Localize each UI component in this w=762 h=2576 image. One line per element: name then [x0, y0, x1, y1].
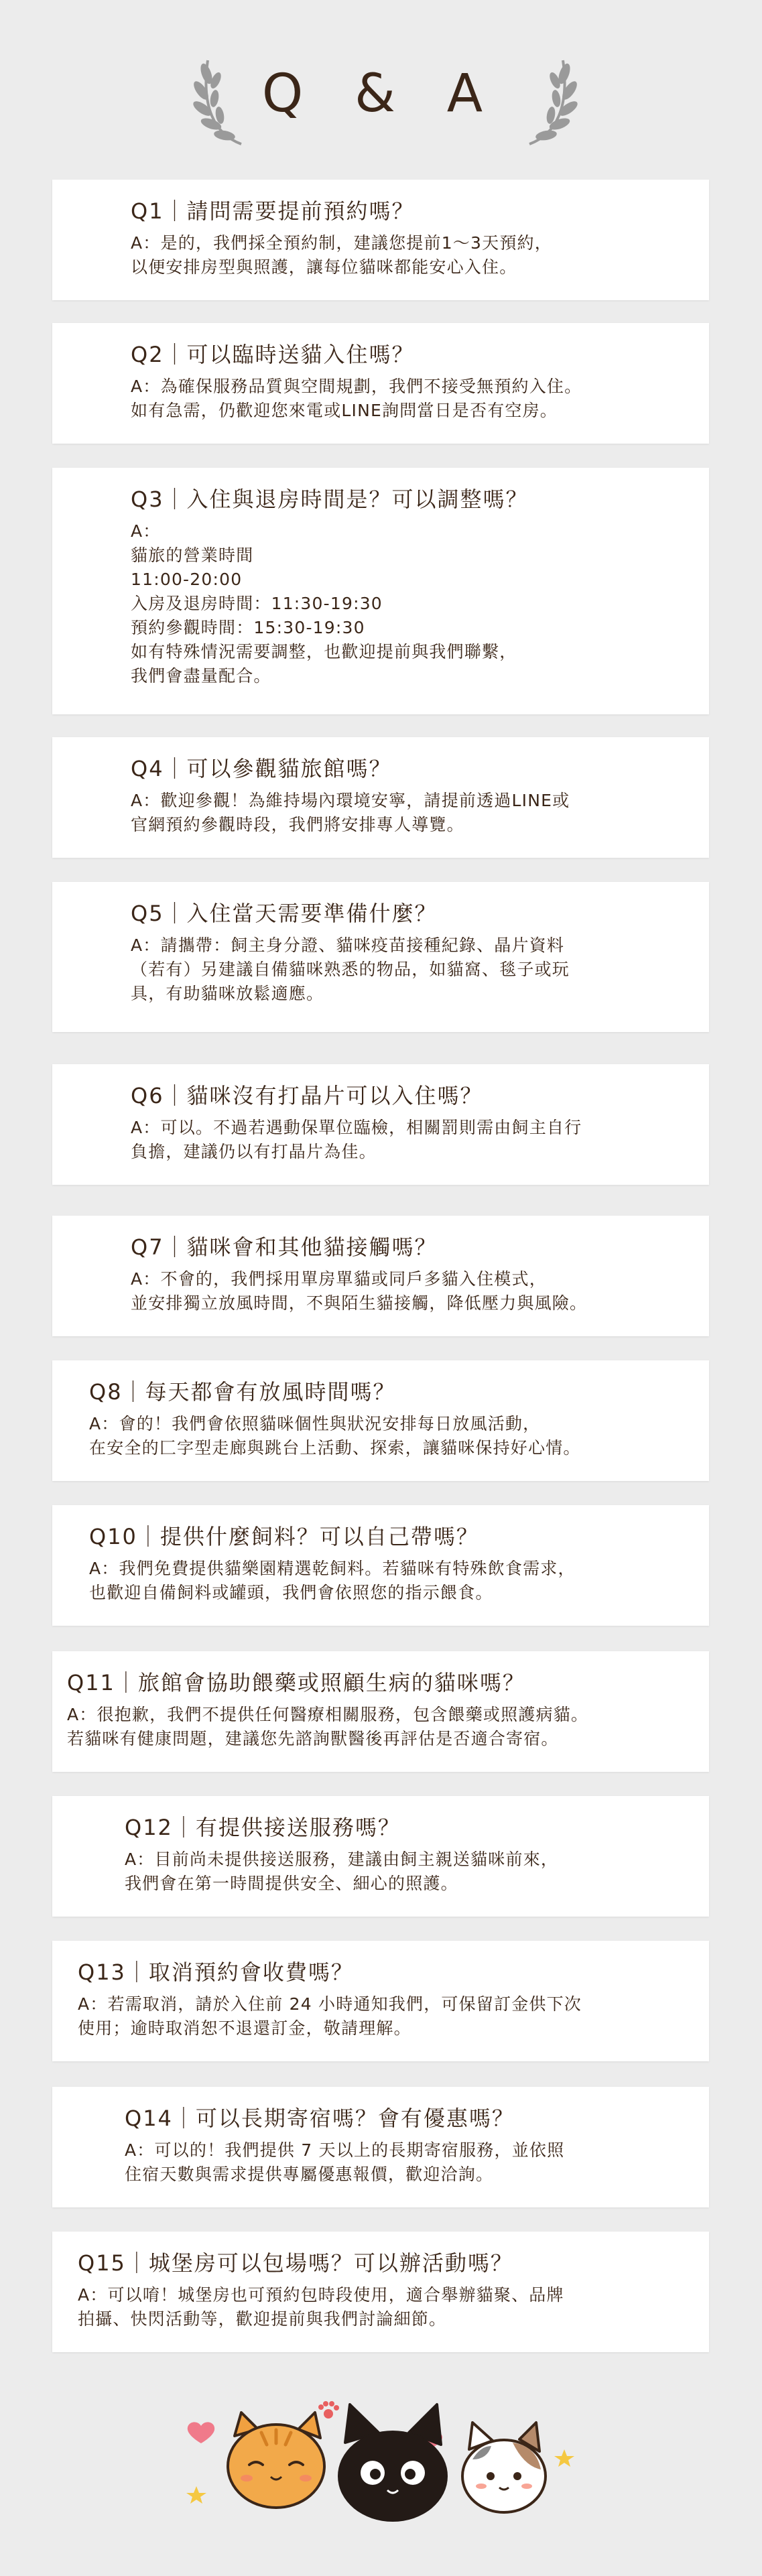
faq-answer-line: 貓旅的營業時間 — [131, 545, 254, 565]
footer-illustration — [0, 2386, 762, 2573]
faq-question: Q3｜入住與退房時間是？可以調整嗎？ — [131, 487, 529, 512]
faq-question: Q2｜可以臨時送貓入住嗎？ — [131, 342, 415, 367]
faq-answer — [131, 789, 682, 837]
faq-card-q1 — [52, 180, 709, 300]
faq-question: Q11｜旅館會協助餵藥或照顧生病的貓咪嗎？ — [67, 1670, 525, 1695]
faq-answer-line: 負擔，建議仍以有打晶片為佳。 — [131, 1142, 377, 1161]
faq-question: Q13｜取消預約會收費嗎？ — [78, 1959, 354, 1985]
faq-answer-line: A：目前尚未提供接送服務，建議由飼主親送貓咪前來， — [125, 1850, 559, 1869]
faq-answer — [131, 1116, 682, 1164]
faq-answer-line: A：歡迎參觀！為維持場內環境安寧，請提前透過LINE或 — [131, 791, 570, 810]
black-cat-icon — [338, 2404, 448, 2522]
faq-answer-line: A：可以的！我們提供 7 天以上的長期寄宿服務，並依照 — [125, 2140, 565, 2160]
faq-answer-line: A：是的，我們採全預約制，建議您提前1～3天預約， — [131, 233, 552, 253]
faq-answer-line: A： — [131, 521, 161, 541]
laurel-right-icon — [509, 54, 583, 147]
faq-question: Q15｜城堡房可以包場嗎？可以辦活動嗎？ — [78, 2250, 513, 2276]
faq-answer — [131, 375, 682, 423]
star-icon — [186, 2486, 206, 2504]
faq-answer-line: 拍攝、快閃活動等，歡迎提前與我們討論細節。 — [78, 2309, 447, 2329]
faq-answer-line: 如有急需，仍歡迎您來電或LINE詢問當日是否有空房。 — [131, 401, 558, 420]
faq-card-q7 — [52, 1216, 709, 1336]
faq-question: Q4｜可以參觀貓旅館嗎？ — [131, 756, 392, 781]
faq-question: Q10｜提供什麼飼料？可以自己帶嗎？ — [89, 1524, 479, 1549]
faq-card-q15 — [52, 2232, 709, 2352]
faq-question: Q7｜貓咪會和其他貓接觸嗎？ — [131, 1234, 438, 1260]
faq-answer-line: 住宿天數與需求提供專屬優惠報價，歡迎洽詢。 — [125, 2165, 494, 2184]
faq-card-q8 — [52, 1360, 709, 1481]
faq-answer-line: 我們會盡量配合。 — [131, 666, 271, 686]
faq-answer-line: 入房及退房時間：11:30-19:30 — [131, 594, 383, 613]
faq-answer-line: 並安排獨立放風時間，不與陌生貓接觸，降低壓力與風險。 — [131, 1293, 588, 1313]
faq-answer-line: A：不會的，我們採用單房單貓或同戶多貓入住模式， — [131, 1269, 547, 1289]
faq-question: Q14｜可以長期寄宿嗎？會有優惠嗎？ — [125, 2106, 515, 2131]
faq-question: Q6｜貓咪沒有打晶片可以入住嗎？ — [131, 1083, 483, 1108]
faq-answer — [89, 1557, 682, 1605]
orange-cat-icon — [228, 2412, 324, 2508]
faq-card-q10 — [52, 1505, 709, 1626]
faq-answer-line: 以便安排房型與照護，讓每位貓咪都能安心入住。 — [131, 257, 517, 277]
faq-card-q4 — [52, 737, 709, 858]
faq-answer-line: 若貓咪有健康問題，建議您先諮詢獸醫後再評估是否適合寄宿。 — [67, 1729, 559, 1748]
header — [0, 0, 762, 154]
faq-answer-line: 也歡迎自備飼料或罐頭，我們會依照您的指示餵食。 — [89, 1583, 493, 1602]
faq-answer-line: A：若需取消，請於入住前 24 小時通知我們，可保留訂金供下次 — [78, 1994, 582, 2014]
faq-question: Q1｜請問需要提前預約嗎？ — [131, 198, 415, 224]
faq-answer-line: A：為確保服務品質與空間規劃，我們不接受無預約入住。 — [131, 377, 582, 396]
faq-answer — [78, 1992, 682, 2041]
faq-question: Q5｜入住當天需要準備什麼？ — [131, 901, 438, 926]
faq-answer — [131, 1267, 682, 1315]
paw-icon — [318, 2401, 339, 2419]
faq-answer-line: A：可以。不過若遇動保單位臨檢，相關罰則需由飼主自行 — [131, 1118, 582, 1137]
faq-answer-line: A：很抱歉，我們不提供任何醫療相關服務，包含餵藥或照護病貓。 — [67, 1705, 589, 1724]
faq-card-q12 — [52, 1796, 709, 1917]
faq-card-q14 — [52, 2087, 709, 2207]
faq-card-q6 — [52, 1064, 709, 1185]
faq-answer-line: 我們會在第一時間提供安全、細心的照護。 — [125, 1874, 458, 1893]
heart-icon — [188, 2422, 214, 2443]
faq-answer — [78, 2283, 682, 2331]
faq-answer-line: A：請攜帶：飼主身分證、貓咪疫苗接種紀錄、晶片資料 — [131, 936, 565, 955]
star-icon — [554, 2449, 574, 2467]
faq-answer-line: 在安全的匚字型走廊與跳台上活動、探索，讓貓咪保持好心情。 — [89, 1438, 581, 1458]
faq-card-q3 — [52, 468, 709, 714]
faq-card-q2 — [52, 323, 709, 444]
faq-question: Q12｜有提供接送服務嗎？ — [125, 1815, 401, 1840]
faq-card-q5 — [52, 882, 709, 1032]
faq-answer-line: A：會的！我們會依照貓咪個性與狀況安排每日放風活動， — [89, 1414, 541, 1433]
faq-card-q13 — [52, 1941, 709, 2061]
faq-answer — [131, 231, 682, 279]
faq-answer — [131, 519, 682, 688]
faq-answer — [125, 2138, 682, 2187]
faq-answer — [131, 933, 682, 1006]
faq-question: Q8｜每天都會有放風時間嗎？ — [89, 1379, 396, 1405]
faq-answer — [125, 1848, 682, 1896]
calico-cat-icon — [462, 2423, 546, 2512]
faq-answer-line: A：可以唷！城堡房也可預約包時段使用，適合舉辦貓聚、品牌 — [78, 2285, 564, 2305]
faq-answer-line: 使用；逾時取消恕不退還訂金，敬請理解。 — [78, 2018, 411, 2038]
faq-answer-line: 官網預約參觀時段，我們將安排專人導覽。 — [131, 815, 464, 834]
faq-answer-line: 預約參觀時間：15:30-19:30 — [131, 618, 365, 637]
faq-answer-line: 如有特殊情況需要調整，也歡迎提前與我們聯繫， — [131, 642, 517, 661]
faq-answer-line: 具，有助貓咪放鬆適應。 — [131, 984, 324, 1003]
faq-card-q11 — [52, 1651, 709, 1772]
faq-answer-line: 11:00-20:00 — [131, 570, 243, 589]
faq-answer-line: A：我們免費提供貓樂園精選乾飼料。若貓咪有特殊飲食需求， — [89, 1559, 576, 1578]
faq-answer — [67, 1703, 682, 1751]
faq-answer-line: （若有）另建議自備貓咪熟悉的物品，如貓窩、毯子或玩 — [131, 960, 570, 979]
page-title: Q & A — [261, 64, 501, 124]
faq-answer — [89, 1412, 682, 1460]
